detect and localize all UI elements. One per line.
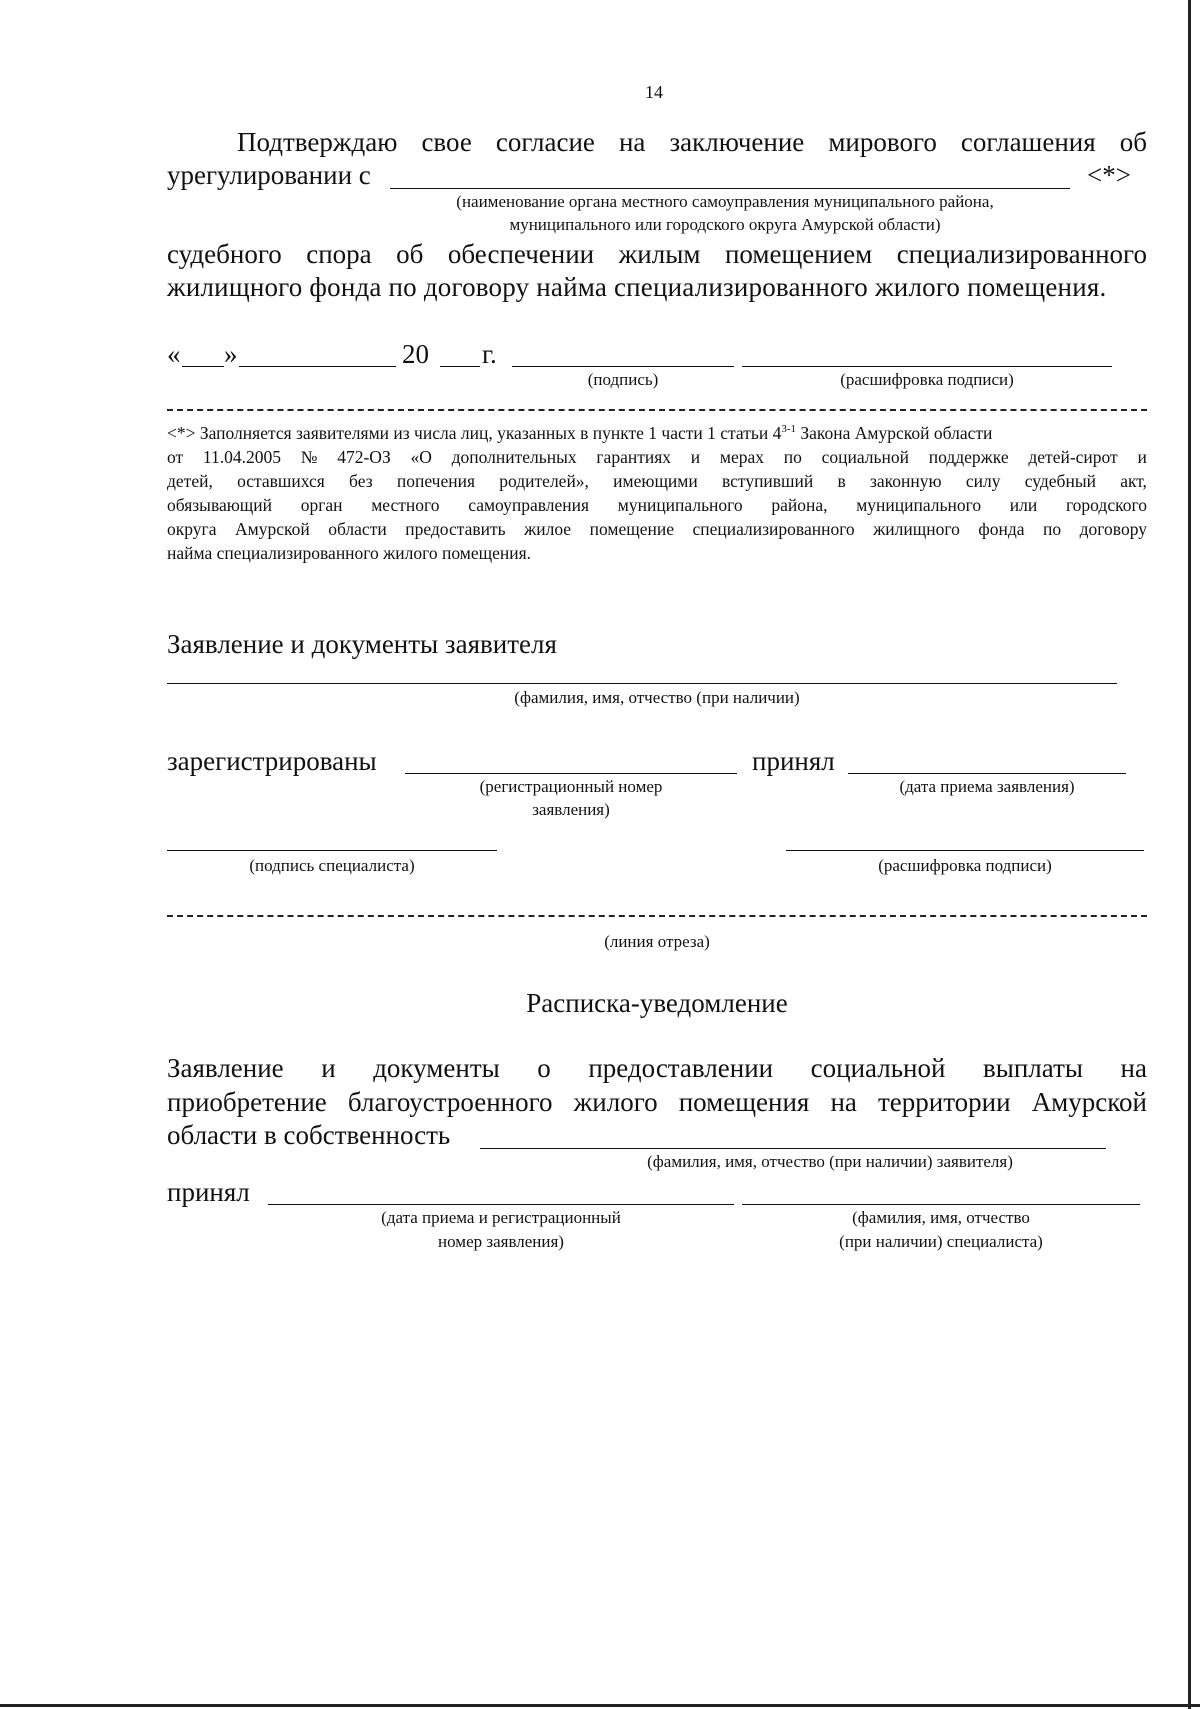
signature-field-line[interactable] [512, 366, 734, 367]
signature-decode-caption: (расшифровка подписи) [840, 370, 1014, 389]
word: на [618, 127, 646, 157]
specialist-decode-field-line[interactable] [786, 850, 1144, 851]
word: судебного [167, 239, 282, 269]
word: мерах [719, 447, 764, 467]
word: выплаты [982, 1053, 1084, 1083]
word: «О [410, 447, 432, 467]
footnote [167, 421, 1147, 565]
word: жилого [573, 1087, 658, 1117]
specialist-decode-caption: (расшифровка подписи) [878, 856, 1052, 875]
page-border-right [1188, 0, 1191, 1709]
word: орган [300, 495, 343, 515]
year-field-line[interactable] [440, 366, 480, 367]
receipt-line-2 [167, 1087, 1147, 1118]
word: области [328, 519, 387, 539]
accept-date-field-line[interactable] [848, 773, 1126, 774]
word: и [321, 1053, 336, 1083]
specialist-signature-field-line[interactable] [167, 850, 497, 851]
word: оставшихся [237, 471, 325, 491]
word: свое [421, 127, 472, 157]
receipt-line-1 [167, 1053, 1147, 1084]
word: судебный [1024, 471, 1096, 491]
registered-label: зарегистрированы [167, 746, 377, 776]
specialist-signature-caption: (подпись специалиста) [249, 856, 415, 875]
word: на [830, 1087, 857, 1117]
word: помещением [724, 239, 873, 269]
org-name-field-line[interactable] [390, 188, 1070, 189]
word: 11.04.2005 [202, 447, 282, 467]
receipt-date-caption-2: номер заявления) [438, 1232, 564, 1251]
word: имеющими [613, 471, 698, 491]
word: городского [1065, 495, 1147, 515]
word: родителей», [499, 471, 589, 491]
word: акт, [1120, 471, 1147, 491]
word: заключение [669, 127, 805, 157]
word: района, [771, 495, 828, 515]
word: Подтверждаю [237, 127, 398, 157]
word: об [396, 239, 424, 269]
word: силу [965, 471, 1001, 491]
day-field-line[interactable] [182, 366, 224, 367]
signature-decode-field-line[interactable] [742, 366, 1112, 367]
receipt-specialist-caption-2: (при наличии) специалиста) [839, 1232, 1043, 1251]
word: помещение [589, 519, 674, 539]
signature-caption: (подпись) [587, 370, 659, 389]
word: от [167, 447, 184, 467]
consent-line-3 [167, 239, 1147, 270]
word: законную [870, 471, 942, 491]
consent-line-2-label: урегулировании с [167, 160, 371, 190]
word: поддержке [928, 447, 1009, 467]
word: обязывающий [167, 495, 273, 515]
applicant-fio-field-line[interactable] [167, 683, 1117, 684]
footnote-superscript: 3-1 [781, 423, 797, 436]
word: 472-ОЗ [337, 447, 391, 467]
footnote-line-3 [167, 469, 1147, 493]
cut-dashed-line [167, 915, 1147, 917]
word: специализированного [692, 519, 855, 539]
word: местного [371, 495, 440, 515]
accepted-label: принял [752, 746, 835, 776]
footnote-line-6: найма специализированного жилого помещения. [167, 543, 531, 563]
word: об [1119, 127, 1147, 157]
word: предоставить [405, 519, 506, 539]
receipt-line-3-label: области в собственность [167, 1120, 451, 1150]
receipt-accepted-label: принял [167, 1177, 250, 1207]
applicant-fio-caption: (фамилия, имя, отчество (при наличии) [514, 688, 800, 707]
word: детей, [167, 471, 213, 491]
accept-date-caption: (дата приема заявления) [899, 777, 1075, 796]
receipt-date-field-line[interactable] [268, 1204, 734, 1205]
receipt-applicant-caption: (фамилия, имя, отчество (при наличии) заявителя) [647, 1152, 1013, 1171]
reg-number-caption-1: (регистрационный номер [479, 777, 663, 796]
word: дополнительных [451, 447, 577, 467]
page-border-bottom [0, 1704, 1200, 1707]
word: жилым [618, 239, 701, 269]
reg-number-caption-2: заявления) [532, 800, 610, 819]
word: округа [167, 519, 217, 539]
word: Амурской [1031, 1087, 1147, 1117]
word: о [537, 1053, 551, 1083]
reg-number-field-line[interactable] [405, 773, 737, 774]
word: документы [373, 1053, 500, 1083]
footnote-line-2 [167, 445, 1147, 469]
asterisk-mark: <*> [1087, 160, 1131, 190]
consent-line-1 [237, 127, 1147, 158]
word: предоставлении [588, 1053, 774, 1083]
word: в [837, 471, 846, 491]
org-caption-1: (наименование органа местного самоуправления муниципального района, [456, 192, 994, 211]
word: муниципального [856, 495, 982, 515]
word: жилое [524, 519, 572, 539]
receipt-date-caption-1: (дата приема и регистрационный [381, 1208, 621, 1227]
year-prefix: 20 [402, 339, 429, 369]
word: без [349, 471, 373, 491]
footnote-line-1-text: <*> Заполняется заявителями из числа лиц, указанных в пункте 1 части 1 статьи 4$^{3-1}$ Закона Амурской области [167, 423, 993, 443]
word: Амурской [234, 519, 310, 539]
word: по [783, 447, 802, 467]
footnote-line-4 [167, 493, 1147, 517]
word: фонда [978, 519, 1025, 539]
receipt-title: Расписка-уведомление [526, 988, 788, 1018]
receipt-specialist-field-line[interactable] [742, 1204, 1140, 1205]
footnote-line-1 [167, 421, 1147, 445]
word: специализированного [896, 239, 1147, 269]
word: территории [878, 1087, 1011, 1117]
word: Заявление [167, 1053, 284, 1083]
word: жилищного [873, 519, 960, 539]
word: помещения [678, 1087, 810, 1117]
month-field-line[interactable] [239, 366, 396, 367]
year-suffix: г. [482, 339, 497, 369]
word: согласие [495, 127, 595, 157]
word: муниципального [617, 495, 743, 515]
word: мирового [828, 127, 937, 157]
word: обеспечении [447, 239, 595, 269]
registration-heading: Заявление и документы заявителя [167, 629, 557, 659]
word: социальной [810, 1053, 946, 1083]
word: детей-сирот [1028, 447, 1118, 467]
date-quote-open: « [167, 339, 181, 369]
footnote-line-5 [167, 517, 1147, 541]
word: на [1120, 1053, 1147, 1083]
page-number: 14 [645, 82, 663, 102]
word: соглашения [960, 127, 1096, 157]
word: № [300, 447, 318, 467]
word: социальной [821, 447, 909, 467]
word: приобретение [167, 1087, 327, 1117]
word: спора [306, 239, 372, 269]
word: попечения [396, 471, 476, 491]
word: или [1009, 495, 1038, 515]
cut-line-caption: (линия отреза) [604, 932, 710, 951]
consent-line-4: жилищного фонда по договору найма специализированного жилого помещения. [167, 272, 1107, 302]
word: договору [1079, 519, 1147, 539]
org-caption-2: муниципального или городского округа Амурской области) [509, 215, 941, 234]
word: и [1137, 447, 1147, 467]
receipt-specialist-caption-1: (фамилия, имя, отчество [852, 1208, 1030, 1227]
receipt-applicant-field-line[interactable] [480, 1148, 1106, 1149]
separator-dashed-line-1 [167, 409, 1147, 411]
word: благоустроенного [347, 1087, 553, 1117]
word: по [1043, 519, 1062, 539]
word: вступивший [721, 471, 814, 491]
word: самоуправления [468, 495, 590, 515]
date-quote-close: » [224, 339, 238, 369]
word: гарантиях [596, 447, 672, 467]
word: и [690, 447, 701, 467]
